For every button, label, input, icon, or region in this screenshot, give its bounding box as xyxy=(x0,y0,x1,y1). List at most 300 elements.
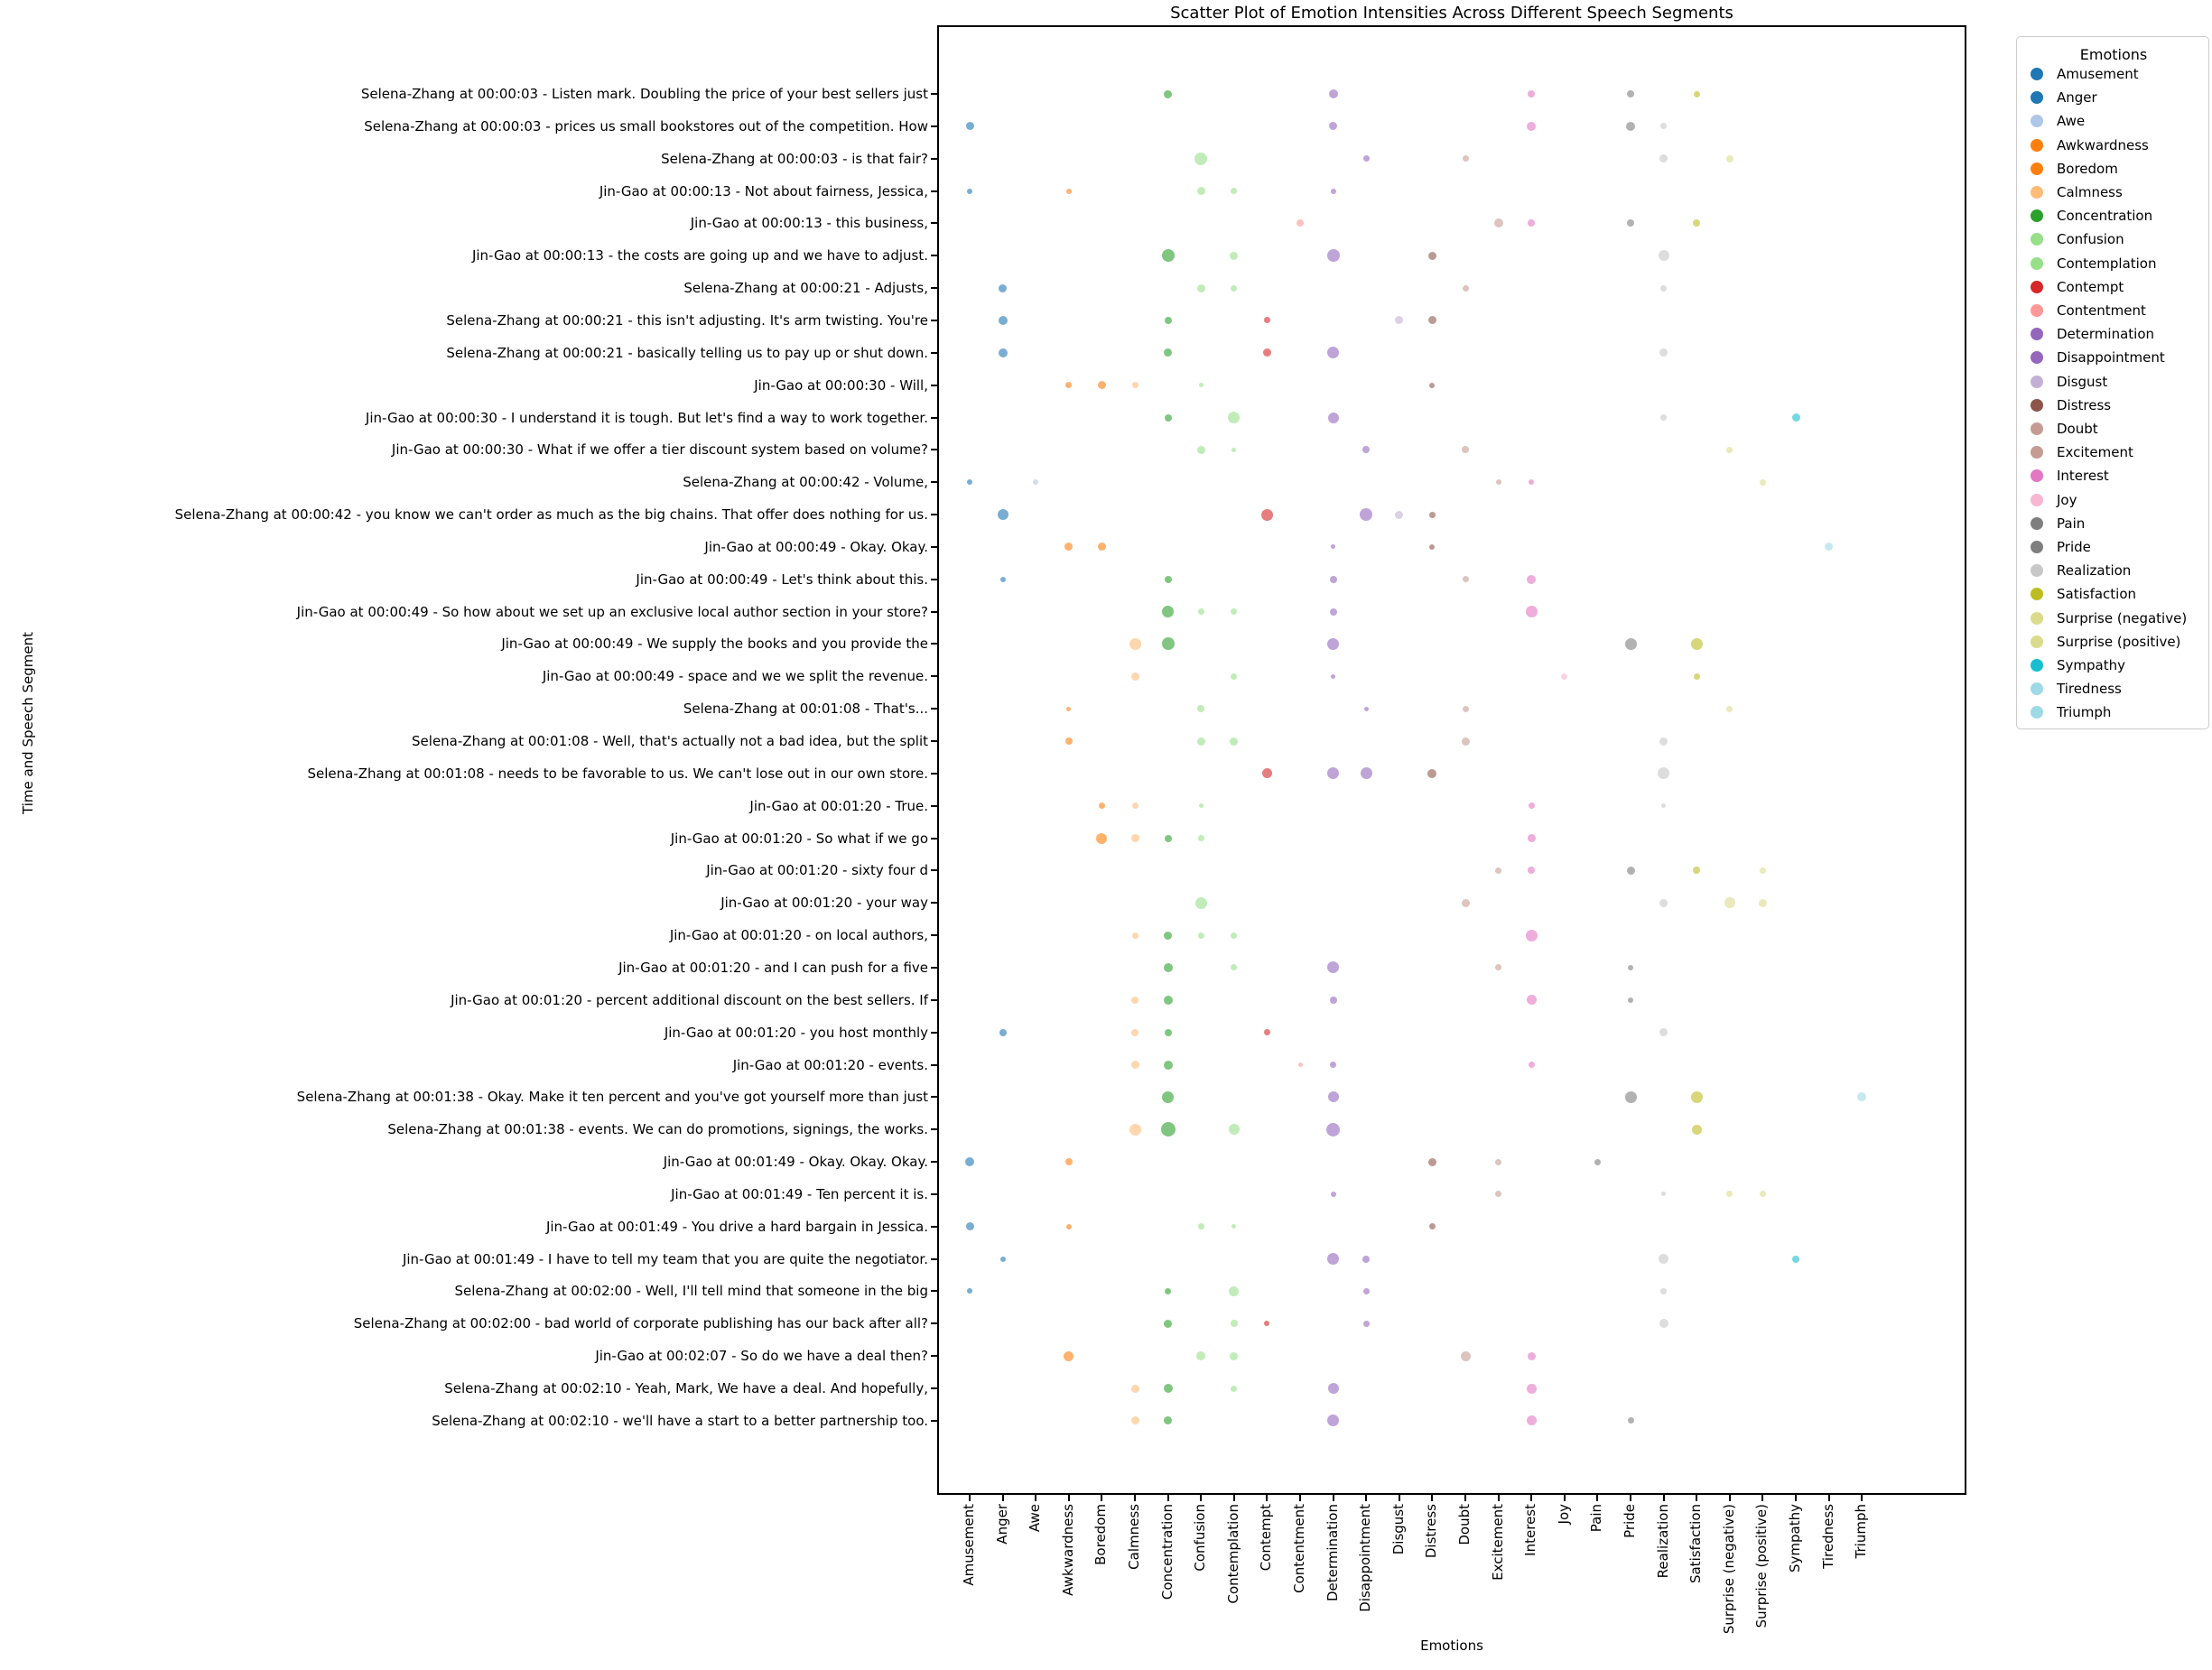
x-tick xyxy=(1299,1495,1301,1501)
emotion-tick-label: Confusion xyxy=(1192,1504,1209,1572)
scatter-point xyxy=(1131,997,1139,1004)
x-tick xyxy=(1431,1495,1433,1501)
x-axis-label: Emotions xyxy=(1420,1638,1483,1654)
scatter-point xyxy=(1197,187,1205,195)
scatter-point xyxy=(1165,414,1172,422)
y-tick xyxy=(931,287,937,289)
y-tick xyxy=(931,1096,937,1098)
y-tick xyxy=(931,1355,937,1357)
scatter-point xyxy=(1726,706,1733,712)
x-tick xyxy=(1596,1495,1598,1501)
scatter-point xyxy=(1164,996,1173,1005)
scatter-point xyxy=(1197,446,1205,454)
scatter-point xyxy=(1131,1029,1139,1036)
legend-label: Disappointment xyxy=(2057,349,2165,366)
x-tick xyxy=(1696,1495,1697,1501)
legend-marker xyxy=(2031,706,2043,719)
legend-label: Awe xyxy=(2057,113,2086,130)
legend-marker xyxy=(2031,281,2043,293)
scatter-point xyxy=(1724,897,1735,908)
legend-marker xyxy=(2031,564,2043,577)
scatter-point xyxy=(1328,413,1339,423)
x-tick xyxy=(1035,1495,1036,1501)
scatter-point xyxy=(1462,899,1470,907)
scatter-point xyxy=(999,316,1008,325)
segment-tick-label: Selena-Zhang at 00:01:08 - Well, that's actually not a bad idea, but the split xyxy=(412,733,928,749)
scatter-point xyxy=(1760,867,1766,874)
scatter-point xyxy=(1494,218,1503,227)
segment-tick-label: Jin-Gao at 00:01:20 - your way xyxy=(720,895,928,912)
scatter-point xyxy=(1165,576,1172,583)
legend-label: Distress xyxy=(2057,396,2112,413)
scatter-point xyxy=(1659,738,1668,746)
scatter-point xyxy=(1660,285,1667,292)
scatter-point xyxy=(1165,1029,1172,1036)
emotion-tick-label: Tiredness xyxy=(1819,1504,1836,1569)
segment-tick-label: Selena-Zhang at 00:00:03 - prices us small bookstores out of the competition. How xyxy=(364,117,928,135)
legend xyxy=(2016,36,2209,729)
y-tick xyxy=(931,1290,937,1292)
segment-tick-label: Jin-Gao at 00:01:49 - You drive a hard bargain in Jessica. xyxy=(545,1218,928,1235)
scatter-point xyxy=(1298,1062,1303,1067)
legend-marker xyxy=(2031,186,2043,199)
chart-title: Scatter Plot of Emotion Intensities Across Different Speech Segments xyxy=(1170,4,1733,23)
scatter-point xyxy=(1659,250,1669,261)
scatter-point xyxy=(1331,189,1336,194)
scatter-point xyxy=(1529,1062,1535,1068)
scatter-point xyxy=(966,1222,974,1230)
segment-tick-label: Jin-Gao at 00:02:07 - So do we have a deal then? xyxy=(595,1348,928,1365)
y-tick xyxy=(931,579,937,580)
segment-tick-label: Jin-Gao at 00:00:30 - I understand it is tough. But let's find a way to work together. xyxy=(365,409,928,426)
y-tick xyxy=(931,352,937,354)
scatter-point xyxy=(1198,932,1204,939)
y-tick xyxy=(931,222,937,224)
legend-label: Doubt xyxy=(2057,421,2098,437)
scatter-point xyxy=(999,284,1007,292)
scatter-point xyxy=(1528,834,1536,842)
legend-marker xyxy=(2031,399,2043,412)
scatter-point xyxy=(1331,1192,1336,1197)
y-tick xyxy=(931,1226,937,1228)
scatter-point xyxy=(1098,381,1106,389)
emotion-tick-label: Boredom xyxy=(1092,1504,1110,1565)
scatter-point xyxy=(1330,576,1337,583)
x-tick xyxy=(1795,1495,1797,1501)
emotion-tick-label: Excitement xyxy=(1489,1504,1506,1581)
y-tick xyxy=(931,93,937,95)
scatter-point xyxy=(1164,1061,1173,1070)
scatter-point xyxy=(1529,803,1535,809)
scatter-point xyxy=(1162,1091,1174,1103)
emotion-tick-label: Doubt xyxy=(1456,1504,1473,1545)
y-tick xyxy=(931,1387,937,1389)
scatter-point xyxy=(1066,707,1071,711)
legend-marker xyxy=(2031,494,2043,506)
legend-marker xyxy=(2031,636,2043,648)
scatter-point xyxy=(1000,1257,1006,1262)
scatter-point xyxy=(1230,738,1238,746)
legend-label: Excitement xyxy=(2057,444,2133,461)
scatter-point xyxy=(1328,1091,1339,1102)
y-tick xyxy=(931,611,937,613)
scatter-point xyxy=(1463,285,1469,292)
emotion-tick-label: Pain xyxy=(1588,1504,1605,1533)
scatter-point xyxy=(1495,867,1501,874)
emotion-tick-label: Contemplation xyxy=(1224,1504,1241,1604)
scatter-point xyxy=(1327,249,1340,262)
emotion-tick-label: Surprise (positive) xyxy=(1753,1504,1771,1628)
segment-tick-label: Selena-Zhang at 00:00:03 - Listen mark. Doubling the price of your best sellers just xyxy=(360,86,928,102)
scatter-point xyxy=(1198,608,1204,615)
x-tick xyxy=(1134,1495,1136,1501)
y-tick xyxy=(931,1064,937,1066)
scatter-point xyxy=(1659,899,1668,907)
y-tick xyxy=(931,934,937,936)
scatter-point xyxy=(1691,1091,1703,1103)
scatter-point xyxy=(1527,1384,1537,1394)
scatter-point xyxy=(1625,638,1637,650)
scatter-point xyxy=(1627,90,1634,97)
plot-area xyxy=(937,25,1966,1495)
x-tick xyxy=(1233,1495,1235,1501)
scatter-point xyxy=(1197,284,1205,292)
x-tick xyxy=(1068,1495,1070,1501)
scatter-point xyxy=(1362,1256,1370,1263)
segment-tick-label: Jin-Gao at 00:00:49 - Okay. Okay. xyxy=(704,538,928,555)
segment-tick-label: Selena-Zhang at 00:00:21 - this isn't adjusting. It's arm twisting. You're xyxy=(446,311,928,329)
scatter-point xyxy=(1261,509,1273,521)
scatter-point xyxy=(1162,637,1175,650)
emotion-tick-label: Amusement xyxy=(961,1504,977,1586)
legend-label: Boredom xyxy=(2057,160,2118,177)
scatter-point xyxy=(1131,1385,1139,1393)
y-tick xyxy=(931,838,937,840)
emotion-tick-label: Sympathy xyxy=(1787,1504,1803,1573)
legend-title: Emotions xyxy=(2079,46,2148,63)
legend-label: Tiredness xyxy=(2057,681,2122,698)
segment-tick-label: Jin-Gao at 00:01:49 - Ten percent it is. xyxy=(671,1185,928,1202)
y-tick xyxy=(931,449,937,450)
scatter-point xyxy=(1065,1158,1073,1165)
scatter-point xyxy=(1428,252,1436,260)
scatter-point xyxy=(999,1029,1007,1036)
segment-tick-label: Jin-Gao at 00:01:20 - True. xyxy=(749,797,928,814)
segment-tick-label: Jin-Gao at 00:00:13 - this business, xyxy=(690,215,928,232)
scatter-point xyxy=(1463,155,1469,162)
x-tick xyxy=(1630,1495,1631,1501)
y-tick xyxy=(931,869,937,871)
y-tick xyxy=(931,190,937,192)
scatter-point xyxy=(1195,897,1207,909)
scatter-point xyxy=(1692,1125,1702,1135)
x-tick xyxy=(1729,1495,1731,1501)
scatter-point xyxy=(1328,1383,1339,1394)
legend-label: Awkwardness xyxy=(2057,136,2149,153)
scatter-point xyxy=(1496,479,1501,485)
scatter-point xyxy=(1131,673,1139,681)
legend-label: Disgust xyxy=(2057,373,2108,390)
x-tick xyxy=(1663,1495,1665,1501)
segment-tick-label: Selena-Zhang at 00:00:42 - Volume, xyxy=(683,474,928,491)
segment-tick-label: Selena-Zhang at 00:02:00 - Well, I'll tell mind that someone in the big xyxy=(454,1283,928,1300)
segment-tick-label: Jin-Gao at 00:01:20 - sixty four d xyxy=(706,862,928,879)
y-tick xyxy=(931,1032,937,1034)
scatter-point xyxy=(1129,1124,1141,1136)
scatter-point xyxy=(1198,1223,1204,1229)
scatter-point xyxy=(1364,707,1369,711)
scatter-point xyxy=(1526,930,1538,942)
segment-tick-label: Selena-Zhang at 00:00:03 - is that fair? xyxy=(661,150,928,167)
scatter-point xyxy=(1462,738,1470,746)
emotion-tick-label: Anger xyxy=(993,1504,1010,1545)
segment-tick-label: Selena-Zhang at 00:01:38 - events. We can do promotions, signings, the works. xyxy=(387,1121,928,1138)
emotion-tick-label: Contempt xyxy=(1258,1504,1275,1572)
legend-label: Contemplation xyxy=(2057,255,2157,272)
legend-marker xyxy=(2031,351,2043,364)
y-tick xyxy=(931,1420,937,1422)
segment-tick-label: Jin-Gao at 00:01:20 - you host monthly xyxy=(664,1024,928,1041)
legend-label: Determination xyxy=(2057,326,2155,343)
y-tick xyxy=(931,546,937,548)
legend-marker xyxy=(2031,209,2043,222)
emotion-tick-label: Contentment xyxy=(1291,1504,1307,1593)
scatter-point xyxy=(1164,963,1173,972)
legend-label: Joy xyxy=(2057,491,2077,508)
y-tick xyxy=(931,255,937,256)
x-tick xyxy=(1828,1495,1830,1501)
emotion-tick-label: Joy xyxy=(1555,1504,1572,1525)
legend-marker xyxy=(2031,328,2043,340)
scatter-point xyxy=(1000,577,1006,582)
segment-tick-label: Jin-Gao at 00:01:20 - So what if we go xyxy=(670,830,928,847)
scatter-point xyxy=(1461,1351,1471,1361)
scatter-point xyxy=(1625,1091,1637,1103)
scatter-point xyxy=(1066,1224,1072,1229)
scatter-point xyxy=(1363,1321,1370,1327)
scatter-point xyxy=(1463,576,1469,582)
scatter-point xyxy=(1463,706,1469,712)
scatter-point xyxy=(1132,932,1139,939)
scatter-point xyxy=(1628,965,1633,970)
scatter-point xyxy=(1329,89,1338,98)
legend-label: Pain xyxy=(2057,515,2086,532)
scatter-point xyxy=(1197,738,1205,746)
scatter-point xyxy=(1759,899,1767,907)
scatter-point xyxy=(1231,932,1237,939)
emotion-tick-label: Awkwardness xyxy=(1059,1504,1076,1596)
legend-marker xyxy=(2031,376,2043,388)
segment-tick-label: Selena-Zhang at 00:02:00 - bad world of corporate publishing has our back after all? xyxy=(353,1315,928,1332)
y-tick xyxy=(931,805,937,807)
segment-tick-label: Jin-Gao at 00:01:20 - events. xyxy=(732,1056,928,1073)
scatter-point xyxy=(1694,91,1700,97)
legend-marker xyxy=(2031,91,2043,104)
scatter-point xyxy=(1132,382,1139,388)
scatter-point xyxy=(1230,252,1238,260)
scatter-point xyxy=(1691,638,1703,650)
scatter-point xyxy=(965,1157,974,1166)
scatter-point xyxy=(1194,153,1207,165)
scatter-point xyxy=(1627,867,1635,875)
legend-label: Contentment xyxy=(2057,302,2146,319)
legend-marker xyxy=(2031,257,2043,270)
scatter-point xyxy=(1792,413,1800,422)
legend-label: Surprise (positive) xyxy=(2057,633,2181,650)
legend-marker xyxy=(2031,446,2043,459)
legend-marker xyxy=(2031,115,2043,127)
legend-marker xyxy=(2031,541,2043,553)
y-tick xyxy=(931,158,937,160)
segment-tick-label: Selena-Zhang at 00:00:21 - Adjusts, xyxy=(683,280,928,297)
segment-tick-label: Jin-Gao at 00:01:49 - Okay. Okay. Okay. xyxy=(663,1154,928,1171)
scatter-point xyxy=(1165,1288,1171,1294)
scatter-point xyxy=(1429,512,1436,518)
legend-label: Interest xyxy=(2057,468,2109,485)
x-tick xyxy=(1333,1495,1334,1501)
scatter-point xyxy=(1694,673,1700,680)
legend-marker xyxy=(2031,68,2043,80)
segment-tick-label: Jin-Gao at 00:01:20 - on local authors, xyxy=(669,927,928,944)
emotion-tick-label: Surprise (negative) xyxy=(1720,1504,1737,1635)
legend-label: Sympathy xyxy=(2057,657,2125,673)
scatter-point xyxy=(1527,1415,1537,1425)
scatter-point xyxy=(1527,995,1537,1005)
scatter-point xyxy=(1065,738,1073,745)
y-tick xyxy=(931,320,937,321)
scatter-point xyxy=(1131,1061,1139,1069)
scatter-point xyxy=(1526,606,1538,617)
legend-label: Triumph xyxy=(2057,704,2112,721)
scatter-point xyxy=(1131,834,1139,842)
emotion-tick-label: Concentration xyxy=(1158,1504,1176,1600)
legend-label: Confusion xyxy=(2057,231,2124,248)
segment-tick-label: Jin-Gao at 00:00:49 - space and we we split the revenue. xyxy=(542,668,928,685)
scatter-point xyxy=(1628,997,1633,1003)
x-tick xyxy=(1861,1495,1863,1501)
scatter-point xyxy=(1327,638,1339,650)
scatter-point xyxy=(1231,1386,1237,1392)
scatter-point xyxy=(967,189,972,194)
legend-label: Surprise (negative) xyxy=(2057,609,2188,626)
legend-marker xyxy=(2031,588,2043,600)
segment-tick-label: Jin-Gao at 00:00:13 - Not about fairness, Jessica, xyxy=(599,182,928,199)
legend-marker xyxy=(2031,233,2043,246)
y-tick xyxy=(931,385,937,386)
scatter-point xyxy=(1162,249,1175,262)
scatter-point xyxy=(1331,674,1335,679)
scatter-point xyxy=(1199,383,1204,387)
x-tick xyxy=(1761,1495,1763,1501)
y-tick xyxy=(931,1128,937,1130)
y-tick xyxy=(931,125,937,127)
segment-tick-label: Jin-Gao at 00:00:30 - What if we offer a tier discount system based on volume? xyxy=(391,441,928,459)
scatter-point xyxy=(1164,1384,1173,1393)
scatter-point xyxy=(1760,479,1766,486)
scatter-point xyxy=(1326,1123,1340,1137)
emotion-tick-label: Realization xyxy=(1654,1504,1671,1579)
scatter-point xyxy=(1628,1417,1634,1424)
legend-marker xyxy=(2031,304,2043,317)
y-tick xyxy=(931,999,937,1001)
scatter-point xyxy=(1064,1351,1073,1361)
legend-label: Realization xyxy=(2057,562,2132,580)
segment-tick-label: Selena-Zhang at 00:01:08 - That's... xyxy=(683,700,928,718)
scatter-point xyxy=(999,348,1008,357)
y-tick xyxy=(931,740,937,742)
segment-tick-label: Jin-Gao at 00:00:49 - Let's think about this. xyxy=(636,571,928,588)
segment-tick-label: Selena-Zhang at 00:00:42 - you know we can't order as much as the big chains. That offer does nothing for us. xyxy=(174,506,928,524)
legend-label: Anger xyxy=(2057,89,2097,107)
scatter-point xyxy=(998,509,1008,520)
emotion-tick-label: Disgust xyxy=(1389,1504,1407,1555)
segment-tick-label: Jin-Gao at 00:00:30 - Will, xyxy=(754,376,928,394)
scatter-point xyxy=(1495,1159,1501,1165)
legend-marker xyxy=(2031,682,2043,695)
segment-tick-label: Selena-Zhang at 00:01:08 - needs to be favorable to us. We can't lose out in our own store. xyxy=(307,765,928,782)
scatter-point xyxy=(1165,835,1172,842)
scatter-point xyxy=(1264,1029,1270,1035)
scatter-point xyxy=(1527,575,1536,584)
scatter-point xyxy=(1428,1158,1436,1166)
emotion-tick-label: Satisfaction xyxy=(1687,1504,1705,1584)
scatter-point xyxy=(1229,1124,1240,1135)
scatter-point xyxy=(1363,155,1370,162)
y-tick xyxy=(931,675,937,677)
x-tick xyxy=(1464,1495,1466,1501)
emotion-tick-label: Disappointment xyxy=(1357,1504,1374,1612)
scatter-point xyxy=(1660,1288,1667,1294)
y-tick xyxy=(931,643,937,645)
legend-marker xyxy=(2031,162,2043,175)
x-tick xyxy=(1002,1495,1004,1501)
emotion-tick-label: Pride xyxy=(1622,1504,1638,1538)
y-tick xyxy=(931,514,937,515)
legend-marker xyxy=(2031,422,2043,435)
scatter-point xyxy=(1096,833,1107,844)
emotion-tick-label: Interest xyxy=(1522,1504,1539,1556)
scatter-point xyxy=(1528,1352,1536,1360)
legend-marker xyxy=(2031,517,2043,530)
segment-tick-label: Selena-Zhang at 00:00:21 - basically telling us to pay up or shut down. xyxy=(446,344,928,361)
scatter-point xyxy=(1363,1288,1370,1294)
scatter-point xyxy=(1161,1122,1176,1137)
scatter-point xyxy=(1230,1352,1238,1360)
scatter-point xyxy=(1330,608,1337,616)
scatter-point xyxy=(1198,835,1204,841)
x-tick xyxy=(1530,1495,1532,1501)
legend-label: Contempt xyxy=(2057,278,2124,295)
segment-tick-label: Jin-Gao at 00:00:49 - So how about we set up an exclusive local author section in your store? xyxy=(296,603,928,620)
legend-marker xyxy=(2031,139,2043,152)
x-tick xyxy=(1365,1495,1367,1501)
x-tick xyxy=(1167,1495,1169,1501)
segment-tick-label: Jin-Gao at 00:01:20 - and I can push for a five xyxy=(618,959,928,976)
scatter-point xyxy=(1131,1416,1139,1424)
scatter-point xyxy=(1164,90,1172,98)
emotion-tick-label: Awe xyxy=(1027,1504,1044,1533)
legend-label: Pride xyxy=(2057,539,2091,555)
emotion-tick-label: Distress xyxy=(1423,1504,1440,1559)
scatter-point xyxy=(1330,997,1337,1004)
x-tick xyxy=(969,1495,971,1501)
scatter-point xyxy=(1066,189,1072,194)
x-tick xyxy=(1266,1495,1268,1501)
segment-tick-label: Jin-Gao at 00:00:49 - We supply the books and you provide the xyxy=(501,636,928,653)
scatter-point xyxy=(1792,1256,1799,1263)
scatter-point xyxy=(1659,1319,1668,1328)
scatter-point xyxy=(1527,122,1536,131)
